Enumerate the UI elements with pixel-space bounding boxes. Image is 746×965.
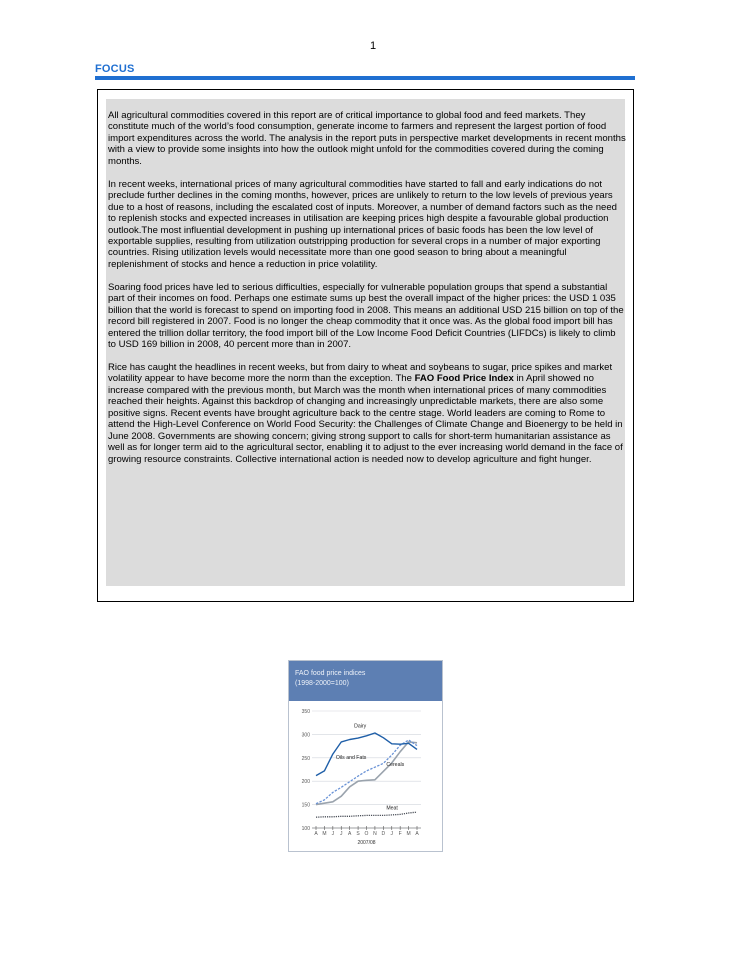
series-line-cereals [316,742,417,805]
text-run: Soaring food prices have led to serious difficulties, especially for vulnerable population groups that spend a substantial part of their incomes on food. Perhaps one estimate sums up best the overall impact of the higher prices: the USD 1 035 billion that the world is forecast to spend on importing food in 2008. This means an additional USD 215 billion on top of the record bill registered in 2007. Food is no longer the cheap commodity that it once was. As the global food import bill has entered the trillion dollar territory, the food import bill of the Low Income Food Deficit Countries (LIFDCs) is likely to climb to USD 169 billion in 2008, 40 percent more than in 2007. [108,281,624,351]
series-line-dairy [316,733,417,776]
chart-title-block [295,669,365,689]
paragraph [108,110,626,167]
y-tick-label: 300 [301,732,310,739]
paragraph [108,179,626,271]
x-tick-label: O [364,831,369,837]
text-run: All agricultural commodities covered in this report are of critical importance to global food and feed markets. They constitute much of the world’s food consumption, generate income to farmers and represent the largest portion of food import expenditures across the world. The analysis in the report puts in perspective market developments in recent months with a view to provide some insights into how the outlook might unfold for the commodities covered during the coming months. [108,110,626,167]
x-tick-label: J [390,831,393,837]
text-run: In recent weeks, international prices of many agricultural commodities have started to fall and early indications do not preclude further declines in the coming months, however, prices are unlikely to return to the low levels of previous years due to a host of reasons, including the escalated cost of inputs. Moreover, a number of demand factors such as the need to replenish stocks and expected increases in utilisation are keeping prices high despite a favourable global production outlook.The most influential development in pushing up international prices of basic foods has been the low level of exportable supplies, resulting from utilization outstripping production for several crops in a number of major exporting countries. Rising utilization levels would necessitate more than one good season to bring about a meaningful replenishment of stocks and hence a reduction in price volatility. [108,178,617,270]
paragraph [108,282,626,351]
page-number: 1 [369,40,377,52]
price-index-chart [288,660,443,852]
text-run: in April showed no increase compared with the previous month, but March was the month when international prices of many commodities reached their heights. Against this backdrop of changing and increasingly unpredictable markets, there are also some positive signs. Recent events have brought agriculture back to the centre stage. World leaders are coming to Rome to attend the High-Level Conference on World Food Security: the Challenges of Climate Change and Bioenergy to be held in June 2008. Governments are showing concern; giving strong support to calls for short-term humanitarian assistance as well as for longer term aid to the agricultural sector, enabling it to adjust to the ever increasing world demand in the face of growing resource constraints. Collective international action is needed now to develop agriculture and fight hunger. [108,373,623,465]
y-tick-label: 350 [301,709,310,715]
focus-body [108,110,626,476]
paragraph [108,362,626,465]
series-label: Dairy [354,723,367,730]
chart-plot [289,701,442,851]
x-tick-label: S [356,831,360,837]
series-label: Meat [386,805,398,812]
x-tick-label: F [398,831,402,837]
y-tick-label: 200 [301,779,310,786]
y-tick-label: 150 [301,802,310,809]
x-tick-label: J [340,831,343,837]
chart-subtitle: (1998-2000=100) [295,680,349,687]
focus-box [97,89,634,602]
emphasis-text: FAO Food Price Index [414,373,514,385]
x-tick-label: M [322,831,327,837]
series-line-meat [316,812,417,817]
section-label: FOCUS [95,63,135,75]
text-run: Rice has caught the headlines in recent weeks, but from dairy to wheat and soybeans to sugar, price spikes and market volatility appear to have become more the norm than the exception. The [108,361,613,385]
y-tick-label: 100 [301,826,310,832]
x-tick-label: A [415,831,419,837]
x-axis-label: 2007/08 [357,840,376,846]
x-tick-label: A [314,831,318,837]
section-divider [95,76,635,80]
x-tick-label: N [373,831,377,837]
chart-header [289,661,442,701]
y-tick-label: 250 [301,755,310,762]
chart-title: FAO food price indices [295,670,366,677]
series-label: Cereals [386,762,405,769]
x-tick-label: A [347,831,352,837]
series-label: Oils and Fats [335,755,367,762]
x-tick-label: J [331,831,335,837]
x-tick-label: D [381,831,386,837]
x-tick-label: M [406,831,411,837]
